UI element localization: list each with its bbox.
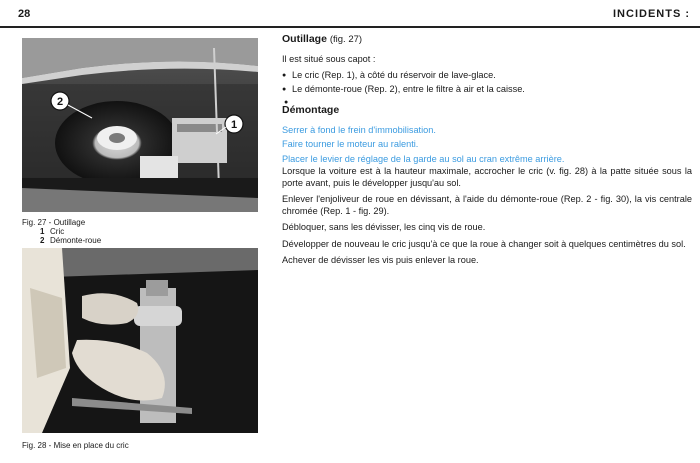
- fig27-engine-bay-photo: [22, 38, 258, 212]
- blue-instruction: Faire tourner le moteur au ralenti.: [282, 139, 419, 149]
- fig27-caption-item: [22, 236, 101, 245]
- fig27-caption: [22, 218, 101, 245]
- instruction-paragraph: Lorsque la voiture est à la hauteur maximale, accrocher le cric (v. fig. 28) à la patte située sous la porte avant, puis le développer jusqu'au sol.: [282, 166, 692, 188]
- instruction-paragraph: Débloquer, sans les dévisser, les cinq vis de roue.: [282, 222, 486, 232]
- page-number: 28: [18, 8, 31, 20]
- fig27-item-label: Démonte-roue: [50, 236, 102, 245]
- blue-instruction: Placer le levier de réglage de la garde au sol au cran extrême arrière.: [282, 153, 565, 164]
- fig28-caption: Fig. 28 - Mise en place du cric: [22, 441, 129, 450]
- callout-2: 2: [56, 96, 64, 108]
- callout-1: 1: [230, 119, 238, 131]
- fig27-item-number: 2: [40, 236, 45, 245]
- tool-list-item: ● Le cric (Rep. 1), à côté du réservoir de lave-glace.: [282, 70, 692, 82]
- outillage-intro: Il est situé sous capot :: [282, 53, 376, 64]
- outillage-title: Outillage: [282, 33, 327, 45]
- stray-bullet-dot: ●: [284, 99, 289, 106]
- instructions-column: [282, 34, 692, 272]
- fig28-jack-photo: [22, 248, 258, 433]
- fig27-item-number: 1: [40, 227, 45, 236]
- tool-list-item: ● Le démonte-roue (Rep. 2), entre le filtre à air et la caisse.: [282, 84, 692, 96]
- blue-instruction: Serrer à fond le frein d'immobilisation.: [282, 124, 436, 135]
- fig27-item-label: Cric: [50, 227, 65, 236]
- section-title: INCIDENTS :: [613, 8, 690, 20]
- fig27-caption-item: [22, 227, 101, 236]
- tool-list: [282, 70, 692, 95]
- demontage-title: Démontage: [282, 104, 340, 116]
- fig27-caption-title: Fig. 27 - Outillage: [22, 218, 86, 227]
- instruction-paragraph: Enlever l'enjoliveur de roue en dévissant, à l'aide du démonte-roue (Rep. 2 - fig. 30), la vis centrale chromée (Rep. 1 - fig. 29).: [282, 194, 692, 216]
- instruction-paragraph: Achever de dévisser les vis puis enlever la roue.: [282, 255, 479, 265]
- instruction-paragraph: Développer de nouveau le cric jusqu'à ce que la roue à changer soit à quelques centimètres du sol.: [282, 238, 686, 249]
- header-rule: [0, 26, 700, 28]
- outillage-heading: [282, 34, 692, 46]
- outillage-fig-ref: (fig. 27): [329, 34, 363, 45]
